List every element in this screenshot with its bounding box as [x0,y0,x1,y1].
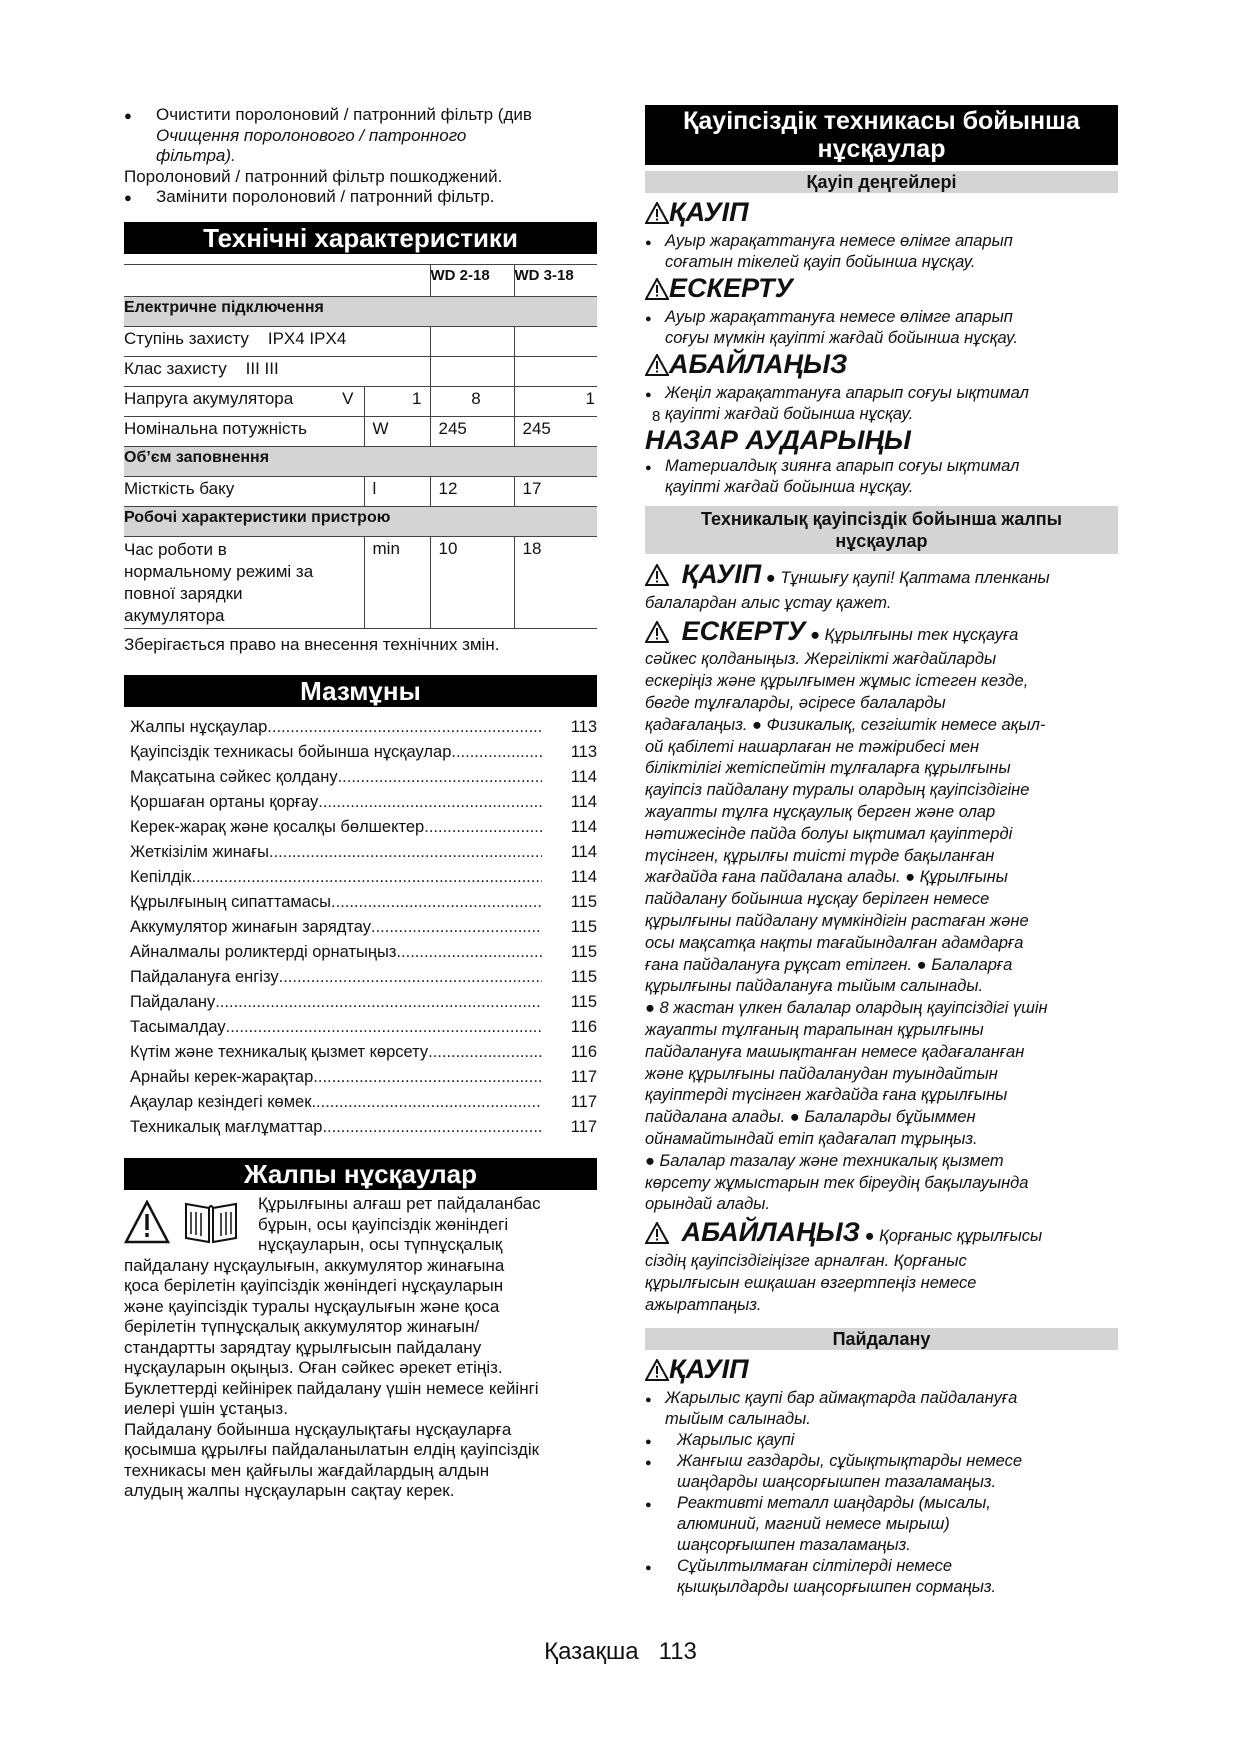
table-row [124,326,597,356]
row-label: Номінальна потужність [124,416,364,446]
row-label: Час роботи в [124,539,227,559]
table-cell [124,356,430,386]
table-cell [124,386,364,416]
toc-item [130,1065,597,1090]
toc-item-page: 114 [570,868,597,886]
table-cell: 1 [514,386,597,416]
text-line: жауапты тұлғаның тарапынан құрылғыны [645,1020,984,1039]
list-item [645,1493,1118,1556]
notice-heading: НАЗАР АУДАРЫҢЫ [645,425,911,455]
table-row [124,476,597,506]
footer-language: Қазақша [544,1638,639,1665]
warning-triangle-icon [645,621,669,650]
g-danger-paragraph [645,559,1118,615]
toc-leader [338,765,542,790]
toc-item [130,990,597,1015]
caution-label: АБАЙЛАҢЫЗ [669,349,848,379]
list-item [645,383,1118,425]
text-line: ● Қорғаныс құрылғысы [864,1227,1043,1246]
text-line: ● Тұншығу қаупі! Қаптама пленканы [765,569,1050,587]
text-line: ● Реактивті металл шаңдарды (мысалы, [677,1494,991,1513]
toc-leader [396,940,542,965]
text-line: тыйым салынады. [665,1410,811,1429]
heading-line: Қауіпсіздік техникасы бойынша [683,107,1080,135]
table-cell: 18 [514,536,597,628]
list-item [645,307,1118,349]
list-item [645,231,1118,273]
table-cell: 12 [430,476,514,506]
text-line: қадағалаңыз. ● Физикалық, сезгіштік немесе ақыл- [645,715,1046,734]
row-label: повної зарядки [124,583,243,603]
text-line: және құрылғыны пайдаланудан туындайтын [645,1064,998,1083]
text-line: нәтижесінде пайда болуы ықтимал қауіптерді [645,824,1013,843]
text-line: шаңдарды шаңсорғышпен тазаламаңыз. [677,1473,997,1492]
paragraph-line: нұсқауларын оқыңыз. Оған сәйкес әрекет етіңіз. [124,1358,503,1377]
list-item [645,1430,1118,1451]
toc-item-title: Жалпы нұсқаулар [130,718,268,736]
warning-icon [124,1200,170,1249]
intro-plain: Поролоновий / патронний фільтр пошкоджений. [124,166,503,186]
paragraph-line: бұрын, осы қауіпсіздік жөніндегі [258,1214,509,1234]
list-item [645,456,1118,498]
text-line: қауіптерді түсінген жағдайда ғана құрылғыны [645,1086,1008,1105]
danger-label: ҚАУІП [681,559,762,589]
toc-leader [269,840,542,865]
op-danger-heading [645,1354,1118,1388]
specs-heading: Технічні характеристики [124,222,597,254]
heading-line: нұсқаулар [835,531,928,551]
specs-note: Зберігається право на внесення технічних змін. [124,634,500,654]
text-line: ● Материалдық зиянға апарып соғуы ықтимал [665,457,1020,475]
table-row [124,416,597,446]
toc-item [130,790,597,815]
table-cell: 8 [430,386,514,416]
row-value: III III [245,358,279,378]
toc-leader [192,865,542,890]
toc-leader [279,965,542,990]
text-line: қауіпті жағдай бойынша нұсқау. [665,478,914,496]
table-row [124,296,597,326]
toc-leader [267,715,542,740]
table-cell [514,356,597,386]
heading-line: нұсқаулар [817,135,946,163]
text-line: ● Жанғыш газдарды, сұйықтықтарды немесе [677,1452,1023,1471]
toc-item-page: 113 [570,743,597,761]
text-line: түсінген, құрылғы тиісті түрде бақыланған [645,846,995,865]
row-unit: V [342,388,354,408]
page-footer [0,1638,1241,1666]
table-cell: 17 [514,476,597,506]
toc-item-title: Күтім және техникалық қызмет көрсету [130,1043,429,1061]
text-line: соғуы мүмкін қауіпті жағдай бойынша нұсқау. [665,329,1018,347]
page-number: 113 [658,1638,697,1665]
group-header: Робочі характеристики пристрою [124,506,597,536]
row-unit: l [364,476,430,506]
table-cell: 245 [430,416,514,446]
caution-label: АБАЙЛАҢЫЗ [681,1217,860,1248]
list-item [645,1388,1118,1430]
toc-item-title: Тасымалдау [130,1018,226,1036]
toc-item-title: Керек-жарақ және қосалқы бөлшектер [130,818,425,836]
text-line: құрылғыны пайдалану мүмкіндігін растаған және [645,911,1029,930]
row-label: нормальному режимі за [124,561,314,581]
toc-item-title: Аккумулятор жинағын зарядтау [130,918,372,936]
text-line: ● 8 жастан үлкен балалар олардың қауіпсіздігі үшін [645,999,1048,1018]
text-line: жауапты тұлға нұсқаулық берген және олар [645,802,996,821]
table-cell [430,326,514,356]
column-header: WD 3-18 [514,264,597,296]
text-line: алюминий, магний немесе мырыш) [677,1515,950,1534]
toc-item-page: 117 [570,1118,597,1136]
toc-item-page: 115 [570,918,597,936]
text-line: пайдалануға машықтанған немесе қадағаланған [645,1042,1025,1061]
paragraph-line: техникасы мен қайғылы жағдайлардың алдын [124,1460,490,1480]
text-line: ғана пайдалануға рұқсат етілген. ● Балаларға [645,955,1013,974]
text-line: осы мақсатқа нақты тағайындалған адамдарға [645,933,1024,952]
toc-item [130,1015,597,1040]
text-line: жағдайда ғана пайдалана алады. ● Құрылғыны [645,868,1008,887]
levels-subheading: Қауіп деңгейлері [645,171,1118,193]
text-line: ой қабілеті нашарлаған не тәжірибесі мен [645,737,980,756]
manual-book-icon [182,1198,240,1249]
warning-triangle-icon [645,564,669,593]
warning-triangle-icon [645,352,669,383]
text-line: бөгде тұлғаларды, әсіресе балаларды [645,693,946,712]
toc-item [130,740,597,765]
warning-triangle-icon [645,1222,669,1251]
toc-item-page: 115 [570,968,597,986]
table-cell: 245 [514,416,597,446]
warning-triangle-icon [645,1357,669,1388]
text-line: қышқылдарды шаңсорғышпен сормаңыз. [677,1578,997,1597]
stray-value: 8 [652,407,661,425]
row-label: Ступінь захисту [124,328,249,348]
toc-item [130,915,597,940]
text-line: пайдалана алады. ● Балаларды бұйыммен [645,1108,976,1127]
toc-leader [318,790,542,815]
toc-item [130,765,597,790]
caution-heading [645,349,1118,383]
toc-item-title: Пайдалануға енгізу [130,968,279,986]
text-line: ● Ауыр жарақаттануға немесе өлімге апарып [665,308,1013,326]
row-label: Клас захисту [124,358,227,378]
toc-leader [428,1040,542,1065]
paragraph-line: пайдалану нұсқаулығын, аккумулятор жинағына [124,1255,505,1275]
table-cell [514,326,597,356]
table-cell [430,356,514,386]
text-line: сіздің қауіпсіздігіңізге арналған. Қорғаныс [645,1251,967,1270]
toc-item [130,815,597,840]
intro-link: Очищення поролонового / патронного [156,125,467,145]
group-header: Об’єм заповнення [124,446,597,476]
list-item [124,105,597,167]
paragraph-line: стандартты зарядтау құрылғысын пайдалану [124,1337,482,1357]
table-row [124,264,597,296]
text-line: ● Жарылыс қаупі [677,1431,795,1450]
text-line: балалардан алыс ұстау қажет. [645,593,892,612]
text-line: құрылғыны пайдалануға тыйым салынады. [645,977,984,996]
intro-block [124,105,597,208]
text-line: қауіпті жағдай бойынша нұсқау. [665,405,914,423]
text-line: шаңсорғышпен тазаламаңыз. [677,1536,911,1555]
toc-leader [371,915,542,940]
row-label: Місткість баку [124,476,364,506]
table-cell: 1 [364,386,430,416]
paragraph-line: қосымша құрылғы пайдаланылатын елдің қауіпсіздік [124,1440,540,1459]
table-row [124,506,597,536]
intro-link: фільтра). [156,146,236,165]
toc-leader [424,815,542,840]
text-line: ойнамайтындай етіп қадағалап тұрыңыз. [645,1129,978,1148]
paragraph-line: иелері үшін ұстаңыз. [124,1399,288,1418]
text-line: қауіпсіз пайдалану туралы олардың қауіпсіздігіне [645,781,1030,800]
g-warning-paragraph [645,615,1118,1217]
toc-item-page: 117 [570,1093,597,1111]
table-row [124,356,597,386]
table-cell [124,536,364,628]
warning-triangle-icon [645,276,669,307]
row-value: IPX4 IPX4 [267,328,347,348]
list-item [645,1556,1118,1598]
text-line: біліктілігі жетіспейтін тұлғаларға құрылғыны [645,759,1011,778]
paragraph-line: алудың жалпы нұсқауларын сақтау керек. [124,1481,455,1500]
row-label: акумулятора [124,605,225,625]
general-heading: Жалпы нұсқаулар [124,1158,597,1190]
text-line: ● Балалар тазалау және техникалық қызмет [645,1151,1004,1170]
toc-item-title: Техникалық мағлұматтар [130,1118,323,1136]
toc-leader [451,740,542,765]
operation-list [645,1388,1118,1598]
safety-heading [645,105,1118,165]
paragraph-line: нұсқауларын, осы түпнұсқалық [258,1235,503,1254]
column-header: WD 2-18 [430,264,514,296]
table-cell [124,326,430,356]
toc-leader [322,1115,542,1140]
toc-item-page: 114 [570,843,597,861]
paragraph-line: Пайдалану бойынша нұсқаулықтағы нұсқауларға [124,1419,512,1439]
row-label: Напруга акумулятора [124,388,294,408]
text-line: орындай алады. [645,1195,770,1214]
toc-item-page: 113 [570,718,597,736]
toc-item [130,1090,597,1115]
warning-label: ЕСКЕРТУ [669,273,793,303]
table-cell [364,264,430,296]
toc-item [130,865,597,890]
toc-item-page: 114 [570,768,597,786]
general-safety-subheading [645,506,1118,554]
text-line: ескеріңіз және құрылғымен жұмыс істеген кезде, [645,672,1029,691]
g-warning-lines [645,649,1118,1216]
toc-item [130,890,597,915]
toc-item-title: Пайдалану [130,993,216,1011]
heading-line: Техникалық қауіпсіздік бойынша жалпы [700,509,1063,529]
table-row [124,446,597,476]
left-column [124,105,661,1502]
text-line: құрылғысын ешқашан өзгертпеңіз немесе [645,1273,977,1292]
paragraph-line: Құрылғыны алғаш рет пайдаланбас [258,1194,541,1213]
toc-item [130,940,597,965]
operation-subheading: Пайдалану [645,1328,1118,1350]
danger-label: ҚАУІП [669,197,749,227]
toc-item-page: 114 [570,793,597,811]
toc-item [130,715,597,740]
toc-leader [311,1090,542,1115]
toc-leader [226,1015,542,1040]
text-line: соғатын тікелей қауіп бойынша нұсқау. [665,253,976,271]
text-line: пайдалану бойынша нұсқау берілген немесе [645,890,990,909]
row-unit: min [364,536,430,628]
toc-item-title: Кепілдік [130,868,192,886]
toc-item-title: Ақаулар кезіндегі көмек [130,1093,312,1111]
intro-text: ● Очистити поролоновий / патронний фільтр (див [156,105,532,124]
warning-triangle-icon [645,200,669,231]
toc-item-title: Құрылғының сипаттамасы [130,893,332,911]
list-item [645,1451,1118,1493]
toc-item-page: 116 [570,1018,597,1036]
toc-item [130,1040,597,1065]
toc-item-title: Арнайы керек-жарақтар [130,1068,314,1086]
g-caution-paragraph [645,1217,1118,1316]
paragraph-line: берілетін түпнұсқалық аккумулятор жинағын/ [124,1317,480,1336]
toc-item-title: Айналмалы роликтерді орнатыңыз [130,943,397,961]
text-line: ● Жеңіл жарақаттануға апарып соғуы ықтимал [665,384,1029,402]
toc-item-title: Қоршаған ортаны қорғау [130,793,319,811]
paragraph-line: қоса берілетін қауіпсіздік жөніндегі нұсқауларын [124,1276,504,1295]
general-block [124,1194,597,1502]
toc-item-page: 115 [570,943,597,961]
list-item: ● Замінити поролоновий / патронний фільтр. [124,187,597,208]
toc-item-page: 117 [570,1068,597,1086]
text-line: сәйкес қолданыңыз. Жергілікті жағдайларды [645,650,997,669]
table-cell [124,264,364,296]
right-column [645,105,1118,1598]
toc-list [124,715,597,1140]
paragraph-line: және қауіпсіздік туралы нұсқаулығын және қоса [124,1296,500,1316]
toc-item [130,1115,597,1140]
toc-item [130,840,597,865]
text-line: ● Жарылыс қаупі бар аймақтарда пайдалануға [665,1389,1018,1408]
specs-table [124,264,597,629]
g-caution-lines [645,1251,1118,1316]
toc-item [130,965,597,990]
toc-leader [215,990,542,1015]
paragraph-line: Буклеттерді кейінірек пайдалану үшін немесе кейінгі [124,1378,539,1398]
danger-label: ҚАУІП [669,1354,749,1385]
toc-leader [313,1065,542,1090]
table-row [124,536,597,628]
toc-item-page: 116 [570,1043,597,1061]
toc-item-title: Қауіпсіздік техникасы бойынша нұсқаулар [130,743,452,761]
danger-heading [645,197,1118,231]
toc-item-title: Жеткізілім жинағы [130,843,269,861]
toc-item-page: 115 [570,993,597,1011]
toc-item-page: 114 [570,818,597,836]
toc-leader [331,890,542,915]
text-line: көрсету жұмыстарын тек біреудің бақылауында [645,1173,1029,1192]
warning-heading [645,273,1118,307]
text-line: ● Ауыр жарақаттануға немесе өлімге апарып [665,232,1013,250]
table-cell: 10 [430,536,514,628]
warning-label: ЕСКЕРТУ [681,615,806,646]
group-header: Електричне підключення [124,296,597,326]
table-row [124,386,597,416]
toc-item-title: Мақсатына сәйкес қолдану [130,768,338,786]
text-line: ● Құрылғыны тек нұсқауға [810,625,1019,644]
row-unit: W [364,416,430,446]
toc-heading: Мазмұны [124,675,597,707]
toc-item-page: 115 [570,893,597,911]
text-line: ажыратпаңыз. [645,1295,762,1314]
text-line: ● Сұйылтылмаған сілтілерді немесе [677,1557,953,1576]
